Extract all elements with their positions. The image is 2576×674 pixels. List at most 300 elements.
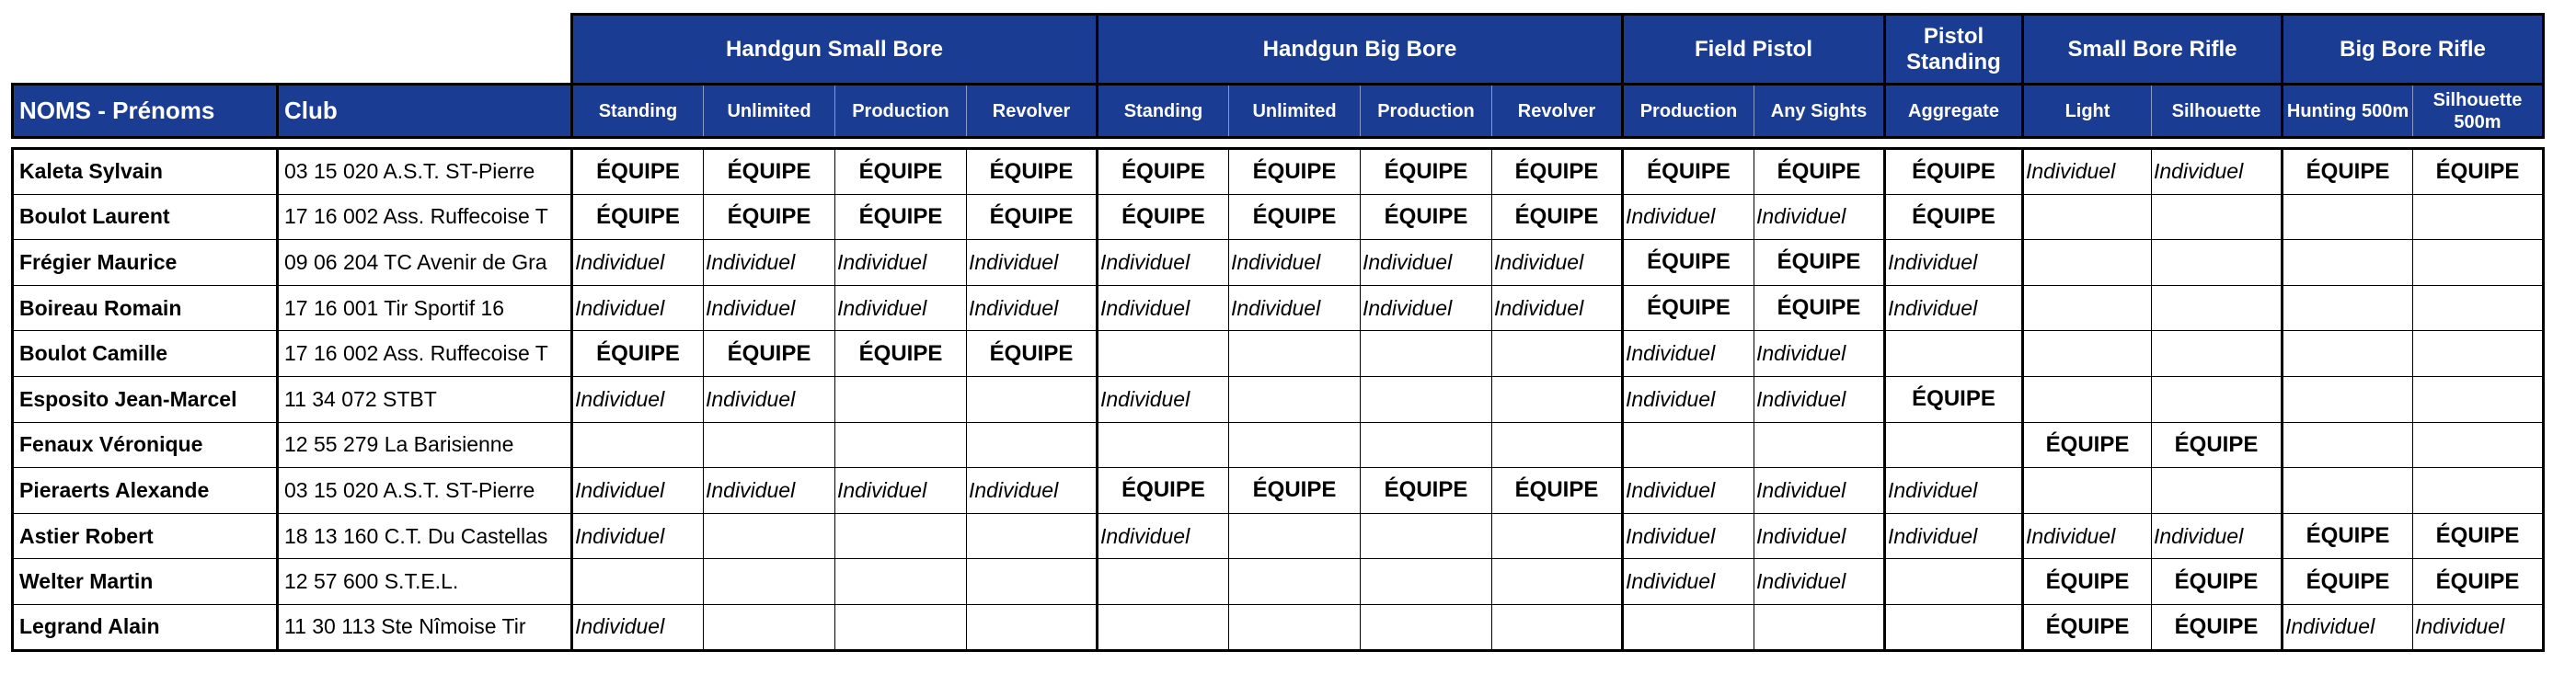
entry-cell xyxy=(2023,376,2152,422)
entry-cell xyxy=(1361,149,1492,195)
team-entry: ÉQUIPE xyxy=(1252,203,1337,229)
group-header: Small Bore Rifle xyxy=(2023,15,2283,85)
entry-cell xyxy=(967,513,1098,559)
individual-entry: Individuel xyxy=(1888,249,1978,274)
individual-entry: Individuel xyxy=(706,249,796,274)
entry-cell xyxy=(572,422,704,468)
entry-cell xyxy=(2023,149,2152,195)
entry-cell xyxy=(1492,149,1623,195)
team-entry: ÉQUIPE xyxy=(1252,158,1337,184)
team-entry: ÉQUIPE xyxy=(989,203,1074,229)
entry-cell xyxy=(1229,149,1361,195)
individual-entry: Individuel xyxy=(1363,249,1453,274)
team-entry: ÉQUIPE xyxy=(1514,203,1599,229)
individual-entry: Individuel xyxy=(837,477,927,502)
entry-cell xyxy=(1754,331,1885,377)
team-entry: ÉQUIPE xyxy=(596,340,680,366)
entry-cell xyxy=(835,604,967,650)
subcategory-header: Silhouette xyxy=(2152,85,2283,138)
individual-entry: Individuel xyxy=(706,295,796,320)
individual-entry: Individuel xyxy=(1231,295,1321,320)
entry-cell xyxy=(967,604,1098,650)
club-cell: 03 15 020 A.S.T. ST-Pierre xyxy=(278,468,572,514)
individual-entry: Individuel xyxy=(575,614,665,639)
entry-cell xyxy=(1229,376,1361,422)
blank-corner xyxy=(13,15,278,85)
club-cell: 17 16 002 Ass. Ruffecoise T xyxy=(278,331,572,377)
team-entry: ÉQUIPE xyxy=(1777,249,1861,275)
team-entry: ÉQUIPE xyxy=(2435,568,2520,594)
entry-cell xyxy=(572,149,704,195)
entry-cell xyxy=(2413,513,2544,559)
entry-cell xyxy=(1754,559,1885,605)
entry-cell xyxy=(1098,513,1229,559)
entry-cell xyxy=(1885,559,2023,605)
entry-cell xyxy=(1885,240,2023,286)
table-row xyxy=(13,468,2544,514)
team-entry: ÉQUIPE xyxy=(1777,295,1861,321)
entry-cell xyxy=(2283,285,2413,331)
entry-cell xyxy=(572,240,704,286)
entry-cell xyxy=(1885,468,2023,514)
entry-cell xyxy=(1754,468,1885,514)
individual-entry: Individuel xyxy=(2415,614,2505,639)
individual-entry: Individuel xyxy=(2154,159,2244,184)
entry-cell xyxy=(2152,149,2283,195)
entry-cell xyxy=(1754,513,1885,559)
entry-cell xyxy=(2152,513,2283,559)
entry-cell xyxy=(835,194,967,240)
entry-cell xyxy=(1623,468,1754,514)
individual-entry: Individuel xyxy=(2026,159,2116,184)
entry-cell xyxy=(1754,376,1885,422)
table-row xyxy=(13,331,2544,377)
individual-entry: Individuel xyxy=(2154,523,2244,548)
entry-cell xyxy=(704,422,835,468)
entry-cell xyxy=(2023,604,2152,650)
entry-cell xyxy=(835,559,967,605)
team-entry: ÉQUIPE xyxy=(1384,477,1468,503)
shooter-name: Frégier Maurice xyxy=(13,240,278,286)
entry-cell xyxy=(1229,422,1361,468)
team-entry: ÉQUIPE xyxy=(1647,295,1731,321)
shooter-name: Pieraerts Alexande xyxy=(13,468,278,514)
team-entry: ÉQUIPE xyxy=(1384,158,1468,184)
individual-entry: Individuel xyxy=(837,295,927,320)
individual-entry: Individuel xyxy=(969,477,1059,502)
team-entry: ÉQUIPE xyxy=(1121,203,1205,229)
entry-cell xyxy=(1492,468,1623,514)
team-entry: ÉQUIPE xyxy=(596,158,680,184)
entry-cell xyxy=(1361,331,1492,377)
entry-cell xyxy=(2413,422,2544,468)
entry-cell xyxy=(1885,194,2023,240)
shooter-name: Esposito Jean-Marcel xyxy=(13,376,278,422)
entry-cell xyxy=(2413,149,2544,195)
subcategory-header: Unlimited xyxy=(704,85,835,138)
subcategory-header: Any Sights xyxy=(1754,85,1885,138)
entry-cell xyxy=(1361,285,1492,331)
club-cell: 17 16 002 Ass. Ruffecoise T xyxy=(278,194,572,240)
entry-cell xyxy=(1885,422,2023,468)
subcategory-header: Silhouette 500m xyxy=(2413,85,2544,138)
team-entry: ÉQUIPE xyxy=(858,340,943,366)
individual-entry: Individuel xyxy=(1756,523,1846,548)
entry-cell xyxy=(2152,468,2283,514)
team-entry: ÉQUIPE xyxy=(2045,568,2130,594)
group-header: Field Pistol xyxy=(1623,15,1885,85)
individual-entry: Individuel xyxy=(575,249,665,274)
name-column-header: NOMS - Prénoms xyxy=(13,85,278,138)
individual-entry: Individuel xyxy=(1888,523,1978,548)
individual-entry: Individuel xyxy=(1231,249,1321,274)
table-row xyxy=(13,513,2544,559)
subcategory-header: Revolver xyxy=(1492,85,1623,138)
individual-entry: Individuel xyxy=(1363,295,1453,320)
entry-cell xyxy=(1098,331,1229,377)
individual-entry: Individuel xyxy=(2285,614,2375,639)
individual-entry: Individuel xyxy=(706,477,796,502)
individual-entry: Individuel xyxy=(1626,477,1716,502)
entry-cell xyxy=(1623,376,1754,422)
entry-cell xyxy=(1098,285,1229,331)
entry-cell xyxy=(2283,559,2413,605)
entry-cell xyxy=(2152,604,2283,650)
entry-cell xyxy=(2152,285,2283,331)
shooter-name: Legrand Alain xyxy=(13,604,278,650)
individual-entry: Individuel xyxy=(1626,523,1716,548)
entry-cell xyxy=(835,240,967,286)
entry-cell xyxy=(1623,194,1754,240)
individual-entry: Individuel xyxy=(575,295,665,320)
entry-cell xyxy=(704,376,835,422)
entry-cell xyxy=(1229,194,1361,240)
team-entry: ÉQUIPE xyxy=(1912,203,1995,229)
individual-entry: Individuel xyxy=(1756,341,1846,366)
subcategory-header: Standing xyxy=(572,85,704,138)
team-entry: ÉQUIPE xyxy=(2045,613,2130,639)
club-column-header: Club xyxy=(278,85,572,138)
subcategory-header: Standing xyxy=(1098,85,1229,138)
entry-cell xyxy=(1754,240,1885,286)
entry-cell xyxy=(1229,285,1361,331)
club-cell: 18 13 160 C.T. Du Castellas xyxy=(278,513,572,559)
entry-cell xyxy=(1885,285,2023,331)
team-entry: ÉQUIPE xyxy=(1514,477,1599,503)
entry-cell xyxy=(1885,331,2023,377)
team-entry: ÉQUIPE xyxy=(727,158,811,184)
entry-cell xyxy=(1492,604,1623,650)
group-header-row xyxy=(13,15,2544,85)
entry-cell xyxy=(704,149,835,195)
team-entry: ÉQUIPE xyxy=(2306,568,2390,594)
entry-cell xyxy=(835,468,967,514)
entry-cell xyxy=(835,149,967,195)
entry-cell xyxy=(1229,240,1361,286)
entry-cell xyxy=(1361,604,1492,650)
team-entry: ÉQUIPE xyxy=(1777,158,1861,184)
shooter-name: Boulot Camille xyxy=(13,331,278,377)
subcategory-header: Production xyxy=(1361,85,1492,138)
team-entry: ÉQUIPE xyxy=(2435,158,2520,184)
entry-cell xyxy=(1492,376,1623,422)
entry-cell xyxy=(2152,194,2283,240)
subcategory-header: Light xyxy=(2023,85,2152,138)
shooter-name: Kaleta Sylvain xyxy=(13,149,278,195)
team-entry: ÉQUIPE xyxy=(1514,158,1599,184)
team-entry: ÉQUIPE xyxy=(2306,523,2390,549)
team-entry: ÉQUIPE xyxy=(1912,158,1995,184)
subcategory-header: Unlimited xyxy=(1229,85,1361,138)
subheader-row xyxy=(13,85,2544,138)
entry-cell xyxy=(2413,194,2544,240)
entry-cell xyxy=(1492,422,1623,468)
entry-cell xyxy=(704,604,835,650)
entry-cell xyxy=(2023,468,2152,514)
entry-cell xyxy=(2023,513,2152,559)
entry-cell xyxy=(2283,194,2413,240)
club-cell: 12 57 600 S.T.E.L. xyxy=(278,559,572,605)
entry-cell xyxy=(704,559,835,605)
entry-cell xyxy=(704,285,835,331)
entry-cell xyxy=(1492,285,1623,331)
entry-cell xyxy=(2413,240,2544,286)
entry-cell xyxy=(1754,149,1885,195)
individual-entry: Individuel xyxy=(1494,249,1584,274)
subcategory-header: Hunting 500m xyxy=(2283,85,2413,138)
entry-cell xyxy=(572,559,704,605)
individual-entry: Individuel xyxy=(969,295,1059,320)
individual-entry: Individuel xyxy=(1756,477,1846,502)
entry-cell xyxy=(967,422,1098,468)
entry-cell xyxy=(1492,240,1623,286)
individual-entry: Individuel xyxy=(2026,523,2116,548)
entry-cell xyxy=(704,513,835,559)
entry-cell xyxy=(835,376,967,422)
entry-cell xyxy=(2413,559,2544,605)
entry-cell xyxy=(967,285,1098,331)
entry-cell xyxy=(1361,194,1492,240)
entry-cell xyxy=(1492,513,1623,559)
subcategory-header: Production xyxy=(835,85,967,138)
table-row xyxy=(13,194,2544,240)
entry-cell xyxy=(2283,240,2413,286)
entry-cell xyxy=(1098,194,1229,240)
entry-cell xyxy=(967,240,1098,286)
club-cell: 03 15 020 A.S.T. ST-Pierre xyxy=(278,149,572,195)
entry-cell xyxy=(704,194,835,240)
entry-cell xyxy=(2283,149,2413,195)
team-entry: ÉQUIPE xyxy=(1647,158,1731,184)
individual-entry: Individuel xyxy=(1888,477,1978,502)
entry-cell xyxy=(1361,468,1492,514)
entry-cell xyxy=(1623,331,1754,377)
entry-cell xyxy=(1885,376,2023,422)
club-cell: 17 16 001 Tir Sportif 16 xyxy=(278,285,572,331)
team-entry: ÉQUIPE xyxy=(989,340,1074,366)
shooter-name: Welter Martin xyxy=(13,559,278,605)
team-entry: ÉQUIPE xyxy=(596,203,680,229)
entry-cell xyxy=(704,468,835,514)
entry-cell xyxy=(2413,468,2544,514)
entry-cell xyxy=(2283,468,2413,514)
entry-cell xyxy=(2283,604,2413,650)
entry-cell xyxy=(1361,559,1492,605)
entry-cell xyxy=(1492,194,1623,240)
team-entry: ÉQUIPE xyxy=(1252,477,1337,503)
club-cell: 09 06 204 TC Avenir de Gra xyxy=(278,240,572,286)
entry-cell xyxy=(1098,604,1229,650)
team-entry: ÉQUIPE xyxy=(2045,431,2130,457)
entry-cell xyxy=(2152,422,2283,468)
individual-entry: Individuel xyxy=(1756,204,1846,229)
entry-cell xyxy=(1361,422,1492,468)
team-entry: ÉQUIPE xyxy=(2174,613,2259,639)
entry-cell xyxy=(1623,285,1754,331)
individual-entry: Individuel xyxy=(969,249,1059,274)
entry-cell xyxy=(1229,513,1361,559)
entry-cell xyxy=(1623,604,1754,650)
entry-cell xyxy=(2152,240,2283,286)
individual-entry: Individuel xyxy=(706,386,796,411)
entry-cell xyxy=(1885,149,2023,195)
entry-cell xyxy=(2023,285,2152,331)
group-header: Handgun Small Bore xyxy=(572,15,1098,85)
table-row xyxy=(13,376,2544,422)
blank-corner xyxy=(278,15,572,85)
entry-cell xyxy=(2023,194,2152,240)
entry-cell xyxy=(2023,422,2152,468)
entry-cell xyxy=(1361,240,1492,286)
entry-cell xyxy=(1229,468,1361,514)
entry-cell xyxy=(967,331,1098,377)
table-row xyxy=(13,604,2544,650)
entry-cell xyxy=(2152,376,2283,422)
entry-cell xyxy=(1098,149,1229,195)
entry-cell xyxy=(572,376,704,422)
entry-cell xyxy=(572,331,704,377)
entry-cell xyxy=(967,376,1098,422)
entry-cell xyxy=(704,331,835,377)
entry-cell xyxy=(1885,604,2023,650)
club-cell: 11 34 072 STBT xyxy=(278,376,572,422)
group-header: Pistol Standing xyxy=(1885,15,2023,85)
entry-cell xyxy=(2413,331,2544,377)
entry-cell xyxy=(1361,513,1492,559)
entry-cell xyxy=(2023,240,2152,286)
table-row xyxy=(13,285,2544,331)
table-row xyxy=(13,240,2544,286)
shooter-name: Astier Robert xyxy=(13,513,278,559)
entry-cell xyxy=(1098,468,1229,514)
entry-cell xyxy=(1754,285,1885,331)
entry-cell xyxy=(1098,376,1229,422)
team-entry: ÉQUIPE xyxy=(2306,158,2390,184)
group-header: Big Bore Rifle xyxy=(2283,15,2544,85)
entry-cell xyxy=(2283,376,2413,422)
entry-cell xyxy=(835,513,967,559)
entry-cell xyxy=(2152,559,2283,605)
entry-cell xyxy=(2283,331,2413,377)
entry-cell xyxy=(1623,559,1754,605)
team-entry: ÉQUIPE xyxy=(727,203,811,229)
entry-cell xyxy=(2413,604,2544,650)
entry-cell xyxy=(1098,422,1229,468)
table-row xyxy=(13,422,2544,468)
shooter-name: Boireau Romain xyxy=(13,285,278,331)
entry-cell xyxy=(1098,559,1229,605)
entry-cell xyxy=(1492,331,1623,377)
entry-cell xyxy=(1361,376,1492,422)
entry-cell xyxy=(2283,513,2413,559)
entry-cell xyxy=(572,468,704,514)
individual-entry: Individuel xyxy=(1756,386,1846,411)
entry-cell xyxy=(835,331,967,377)
shooter-name: Fenaux Véronique xyxy=(13,422,278,468)
entry-cell xyxy=(2152,331,2283,377)
entry-cell xyxy=(572,604,704,650)
individual-entry: Individuel xyxy=(1494,295,1584,320)
entry-cell xyxy=(1754,194,1885,240)
individual-entry: Individuel xyxy=(1626,204,1716,229)
club-cell: 11 30 113 Ste Nîmoise Tir xyxy=(278,604,572,650)
team-entry: ÉQUIPE xyxy=(2174,431,2259,457)
individual-entry: Individuel xyxy=(575,386,665,411)
team-entry: ÉQUIPE xyxy=(1647,249,1731,275)
team-entry: ÉQUIPE xyxy=(1912,386,1995,412)
team-entry: ÉQUIPE xyxy=(2174,568,2259,594)
entry-cell xyxy=(2413,376,2544,422)
table-row xyxy=(13,149,2544,195)
entry-cell xyxy=(967,149,1098,195)
individual-entry: Individuel xyxy=(575,523,665,548)
individual-entry: Individuel xyxy=(1100,386,1190,411)
individual-entry: Individuel xyxy=(1626,341,1716,366)
entry-cell xyxy=(2023,559,2152,605)
individual-entry: Individuel xyxy=(1100,295,1190,320)
entry-cell xyxy=(1754,422,1885,468)
entries-table xyxy=(11,13,2545,652)
individual-entry: Individuel xyxy=(1626,386,1716,411)
team-entry: ÉQUIPE xyxy=(1121,477,1205,503)
table-row xyxy=(13,559,2544,605)
entry-cell xyxy=(1623,513,1754,559)
team-entry: ÉQUIPE xyxy=(1121,158,1205,184)
entry-cell xyxy=(1754,604,1885,650)
individual-entry: Individuel xyxy=(575,477,665,502)
group-header: Handgun Big Bore xyxy=(1098,15,1623,85)
team-entry: ÉQUIPE xyxy=(2435,523,2520,549)
entry-cell xyxy=(2023,331,2152,377)
entry-cell xyxy=(967,559,1098,605)
entry-cell xyxy=(1623,240,1754,286)
entry-cell xyxy=(1492,559,1623,605)
entry-cell xyxy=(2283,422,2413,468)
individual-entry: Individuel xyxy=(1626,569,1716,594)
entry-cell xyxy=(1885,513,2023,559)
entry-cell xyxy=(835,422,967,468)
subcategory-header: Revolver xyxy=(967,85,1098,138)
entry-cell xyxy=(572,194,704,240)
entry-cell xyxy=(1229,559,1361,605)
entry-cell xyxy=(1623,422,1754,468)
entry-cell xyxy=(967,468,1098,514)
entry-cell xyxy=(704,240,835,286)
entry-cell xyxy=(835,285,967,331)
entry-cell xyxy=(1229,331,1361,377)
individual-entry: Individuel xyxy=(1888,295,1978,320)
individual-entry: Individuel xyxy=(1756,569,1846,594)
